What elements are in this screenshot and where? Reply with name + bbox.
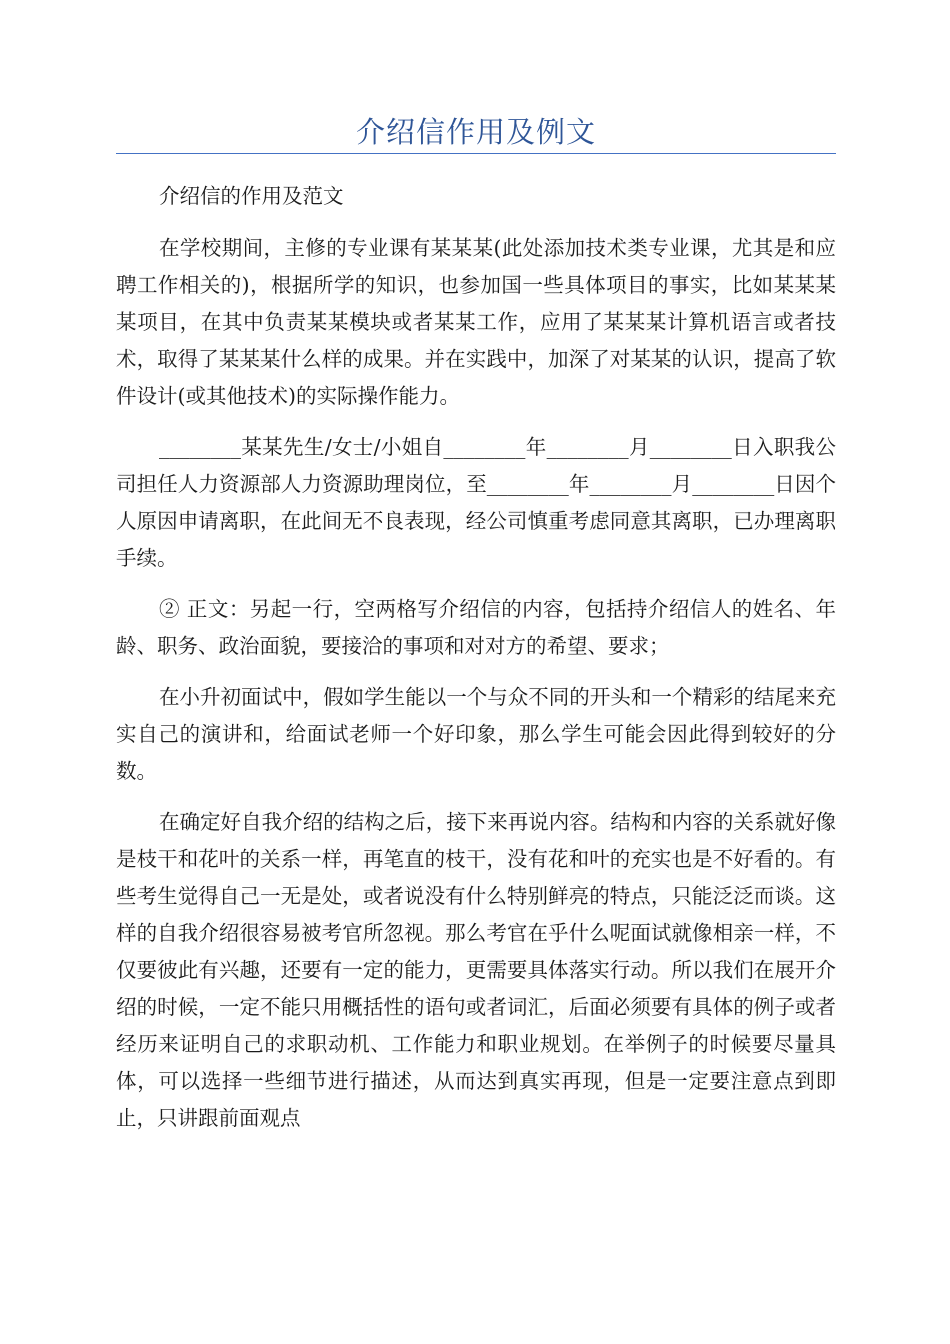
- paragraph-interview-opening: 在小升初面试中，假如学生能以一个与众不同的开头和一个精彩的结尾来充实自己的演讲和，给面试老师一个好印象，那么学生可能会因此得到较好的分数。: [116, 685, 836, 783]
- document-page: [116, 0, 836, 1137]
- title-underline: [116, 153, 836, 154]
- page-title: 介绍信作用及例文: [355, 115, 596, 149]
- paragraph-resignation-certificate: ________某某先生/女士/小姐自________年________月________日入职我公司担任人力资源部人力资源助理岗位，至________年________月________日因个人原因申请离职，在此间无不良表现，经公司慎重考虑同意其离职，已办理离职手续。: [116, 435, 836, 570]
- paragraph-study-experience: 在学校期间，主修的专业课有某某某(此处添加技术类专业课，尤其是和应聘工作相关的)，根据所学的知识，也参加国一些具体项目的事实，比如某某某某项目，在其中负责某某模块或者某某工作，应用了某某某计算机语言或者技术，取得了某某某什么样的成果。并在实践中，加深了对某某的认识，提高了软件设计(或其他技术)的实际操作能力。: [116, 236, 836, 408]
- document-subtitle: 介绍信的作用及范文: [159, 184, 344, 208]
- paragraph-self-introduction-content: 在确定好自我介绍的结构之后，接下来再说内容。结构和内容的关系就好像是枝干和花叶的关系一样，再笔直的枝干，没有花和叶的充实也是不好看的。有些考生觉得自己一无是处，或者说没有什么特别鲜亮的特点，只能泛泛而谈。这样的自我介绍很容易被考官所忽视。那么考官在乎什么呢面试就像相亲一样，不仅要彼此有兴趣，还要有一定的能力，更需要具体落实行动。所以我们在展开介绍的时候，一定不能只用概括性的语句或者词汇，后面必须要有具体的例子或者经历来证明自己的求职动机、工作能力和职业规划。在举例子的时候要尽量具体，可以选择一些细节进行描述，从而达到真实再现，但是一定要注意点到即止，只讲跟前面观点: [116, 810, 836, 1130]
- paragraph-letter-body-format: ② 正文：另起一行，空两格写介绍信的内容，包括持介绍信人的姓名、年龄、职务、政治面貌，要接洽的事项和对对方的希望、要求；: [116, 597, 836, 658]
